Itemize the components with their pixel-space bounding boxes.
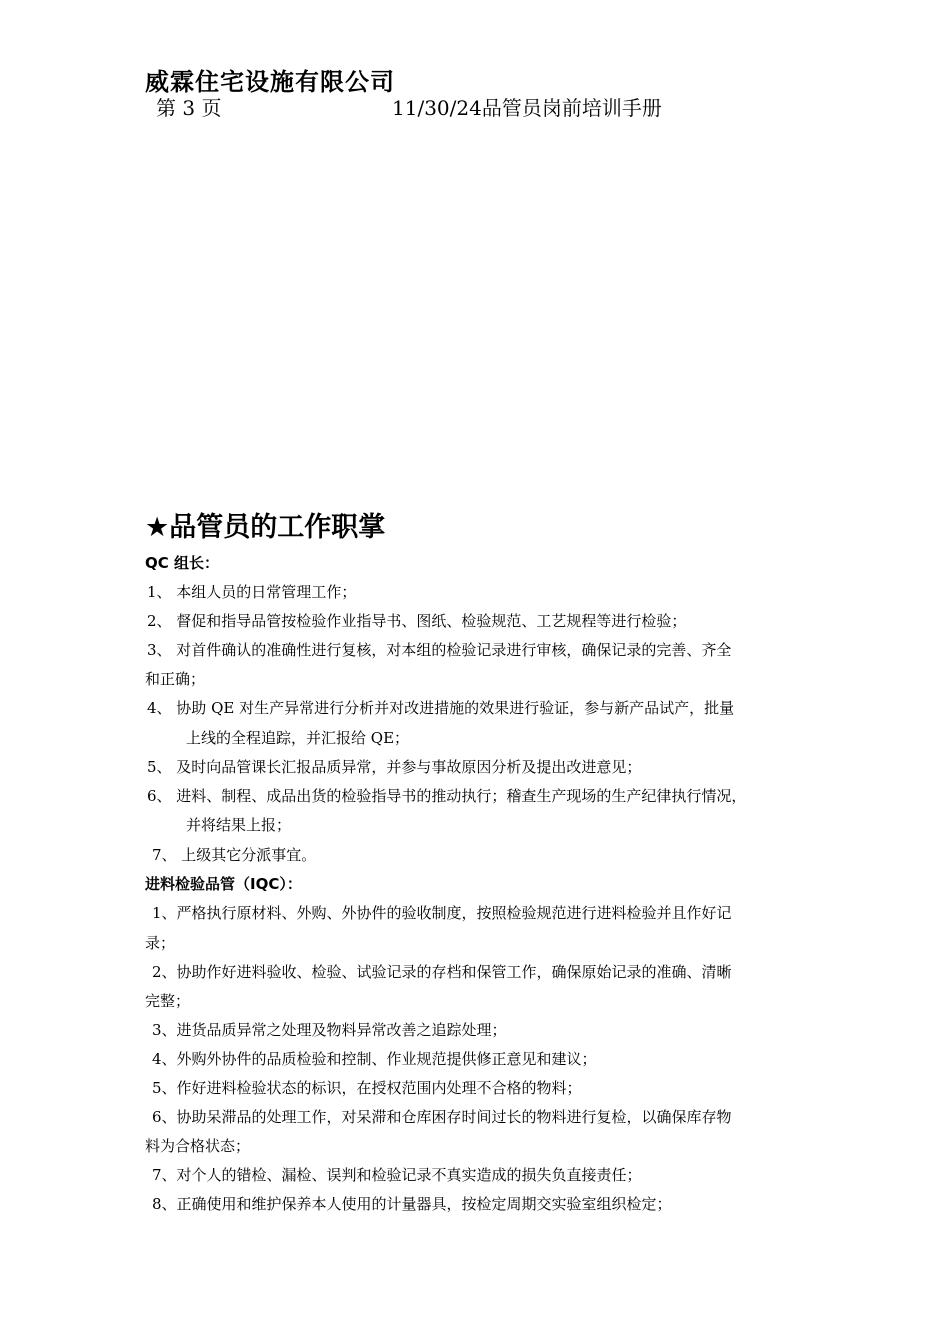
- qc-leader-line-3: 3、 对首件确认的准确性进行复核，对本组的检验记录进行审核，确保记录的完善、齐全: [147, 641, 732, 659]
- qc-leader-line-4: 4、 协助 QE 对生产异常进行分析并对改进措施的效果进行验证，参与新产品试产，批量: [147, 699, 735, 717]
- section-title: ★品管员的工作职掌: [145, 512, 386, 543]
- iqc-line-1-cont: 录；: [145, 934, 176, 952]
- iqc-line-2-cont: 完整；: [145, 992, 191, 1010]
- iqc-line-2: 2、协助作好进料验收、检验、试验记录的存档和保管工作，确保原始记录的准确、清晰: [152, 963, 732, 981]
- iqc-line-5: 5、作好进料检验状态的标识，在授权范围内处理不合格的物料；: [152, 1079, 582, 1097]
- page-number: 第 3 页: [156, 96, 222, 120]
- qc-leader-heading: QC 组长：: [145, 554, 219, 572]
- iqc-line-4: 4、外购外协件的品质检验和控制、作业规范提供修正意见和建议；: [152, 1050, 597, 1068]
- qc-leader-line-1: 1、 本组人员的日常管理工作；: [147, 583, 357, 601]
- qc-leader-line-6: 6、 进料、制程、成品出货的检验指导书的推动执行；稽查生产现场的生产纪律执行情况，: [147, 787, 747, 805]
- iqc-line-6-cont: 料为合格状态；: [145, 1137, 251, 1155]
- iqc-heading: 进料检验品管（IQC）：: [145, 875, 302, 893]
- qc-leader-line-7: 7、 上级其它分派事宜。: [152, 846, 317, 864]
- iqc-line-8: 8、正确使用和维护保养本人使用的计量器具，按检定周期交实验室组织检定；: [152, 1195, 672, 1213]
- manual-title: 11/30/24品管员岗前培训手册: [392, 96, 662, 120]
- iqc-line-6: 6、协助呆滞品的处理工作，对呆滞和仓库困存时间过长的物料进行复检，以确保库存物: [152, 1108, 732, 1126]
- iqc-line-7: 7、对个人的错检、漏检、误判和检验记录不真实造成的损失负直接责任；: [152, 1166, 642, 1184]
- qc-leader-line-2: 2、 督促和指导品管按检验作业指导书、图纸、检验规范、工艺规程等进行检验；: [147, 612, 687, 630]
- iqc-line-3: 3、进货品质异常之处理及物料异常改善之追踪处理；: [152, 1021, 507, 1039]
- qc-leader-line-6-cont: 并将结果上报；: [186, 816, 292, 834]
- qc-leader-line-5: 5、 及时向品管课长汇报品质异常，并参与事故原因分析及提出改进意见；: [147, 758, 642, 776]
- qc-leader-line-4-cont: 上线的全程追踪，并汇报给 QE；: [186, 729, 410, 747]
- qc-leader-line-3-cont: 和正确；: [145, 670, 206, 688]
- iqc-line-1: 1、严格执行原材料、外购、外协件的验收制度，按照检验规范进行进料检验并且作好记: [152, 904, 732, 922]
- company-name: 威霖住宅设施有限公司: [145, 68, 395, 96]
